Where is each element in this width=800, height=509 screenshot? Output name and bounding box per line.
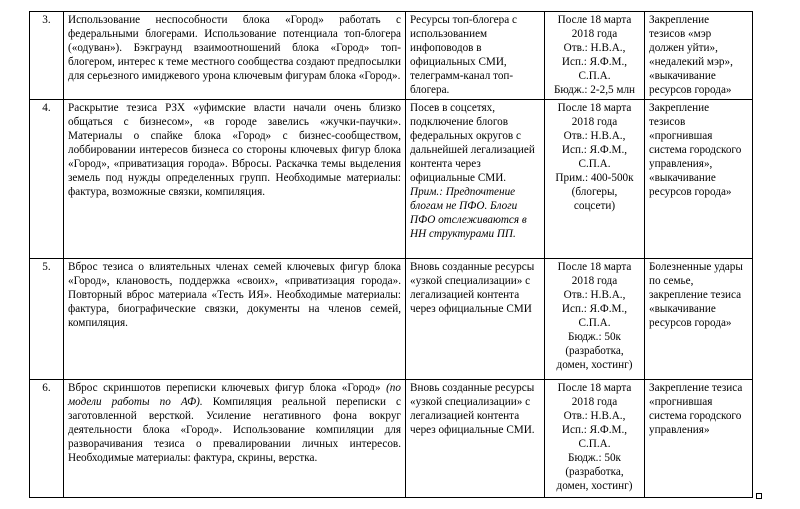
timing-line: домен, хостинг)	[556, 480, 633, 492]
timing-line: Отв.: Н.В.А.,	[563, 289, 626, 301]
row-timing	[545, 380, 645, 498]
timing-line: После 18 марта	[557, 261, 632, 273]
row-number: 5.	[30, 259, 64, 380]
timing-line: Исп.: Я.Ф.М.,	[561, 303, 628, 315]
row-description	[64, 380, 406, 498]
row-number: 4.	[30, 100, 64, 259]
resources-note: Прим.: Предпочтение блогам не ПФО. Блоги ПФО отслеживаются в НН структурами ПП.	[410, 186, 527, 240]
timing-line: (разработка,	[565, 345, 624, 357]
table-row	[30, 12, 753, 100]
row-timing	[545, 100, 645, 259]
resources-text: Посев в соцсетях, подключение блогов федеральных округов с дальнейшей легализацией контента через официальные СМИ.	[410, 102, 535, 184]
row-description: Использование неспособности блока «Город» работать с федеральными блогерами. Использование потенциала топ-блогера («одуван»). Бэкграунд взаимоотношений блока «Город» топ-блогером, интерес к теме местного сообщества создают предпосылки для серьезного имиджевого урона ключевым фигурам блока «Город».	[64, 12, 406, 100]
row-description: Раскрытие тезиса РЗХ «уфимские власти начали очень близко общаться с бизнесом», «в городе завелись «жучки-паучки». Материалы о спайке блока «Город» с бизнес-сообществом, лоббировании интересов бизнеса со стороны ключевых фигур блока «Город», «приватизация города». Вбросы. Раскачка темы выделения земель под нужды определенных групп. Необходимые материалы: фактура, возможные связки, компиляция.	[64, 100, 406, 259]
timing-line: Исп.: Я.Ф.М.,	[561, 144, 628, 156]
timing-line: Отв.: Н.В.А.,	[563, 410, 626, 422]
timing-line: С.П.А.	[578, 438, 611, 450]
timing-line: 2018 года	[571, 275, 618, 287]
description-text: Вброс скриншотов переписки ключевых фигур блока «Город»	[68, 382, 381, 394]
timing-line: После 18 марта	[557, 382, 632, 394]
timing-line: После 18 марта	[557, 102, 632, 114]
timing-line: Исп.: Я.Ф.М.,	[561, 424, 628, 436]
row-goal: Закрепление тезисов «прогнившая система городского управления», «выкачивание ресурсов города»	[645, 100, 753, 259]
description-italic: (по модели работы по АФ).	[68, 382, 401, 408]
row-timing	[545, 259, 645, 380]
timing-line: С.П.А.	[578, 317, 611, 329]
timing-line: Отв.: Н.В.А.,	[563, 42, 626, 54]
table-row	[30, 380, 753, 498]
row-description: Вброс тезиса о влиятельных членах семей ключевых фигур блока «Город», клановость, поддержка «своих», «приватизация города». Повторный вброс материала «Тесть ИЯ». Необходимые материалы: фактура, биографические связки, документы на членов семей, компиляция.	[64, 259, 406, 380]
timing-line: (разработка,	[565, 466, 624, 478]
timing-line: соцсети)	[573, 200, 616, 212]
timing-line: С.П.А.	[578, 158, 611, 170]
table-end-marker	[756, 493, 762, 499]
row-number: 6.	[30, 380, 64, 498]
row-goal: Закрепление тезисов «мэр должен уйти», «недалекий мэр», «выкачивание ресурсов города»	[645, 12, 753, 100]
row-resources: Вновь созданные ресурсы «узкой специализации» с легализацией контента через официальные СМИ	[406, 259, 545, 380]
row-number: 3.	[30, 12, 64, 100]
plan-table	[29, 11, 753, 498]
timing-line: Исп.: Я.Ф.М.,	[561, 56, 628, 68]
timing-line: 2018 года	[571, 116, 618, 128]
description-text: Компиляция реальной переписки с заготовленной версткой. Усиление негативного фона вокруг деятельности блока «Город». Использование компиляции для разворачивания тезиса о превалировании личных интересов. Необходимые материалы: фактура, скрины, верстка.	[68, 396, 401, 464]
timing-line: Бюдж.: 50к	[568, 452, 621, 464]
timing-line: домен, хостинг)	[556, 359, 633, 371]
table-row	[30, 259, 753, 380]
timing-line: Бюдж.: 2-2,5 млн	[553, 84, 636, 96]
timing-line: 2018 года	[571, 28, 618, 40]
timing-line: 2018 года	[571, 396, 618, 408]
table-row	[30, 100, 753, 259]
timing-line: (блогеры,	[571, 186, 618, 198]
row-resources	[406, 100, 545, 259]
row-resources: Ресурсы топ-блогера с использованием инфоповодов в официальных СМИ, телеграмм-канал топ-блогера.	[406, 12, 545, 100]
timing-line: После 18 марта	[557, 14, 632, 26]
row-goal: Болезненные удары по семье, закрепление тезиса «выкачивание ресурсов города»	[645, 259, 753, 380]
timing-line: Отв.: Н.В.А.,	[563, 130, 626, 142]
timing-line: Бюдж.: 50к	[568, 331, 621, 343]
row-timing	[545, 12, 645, 100]
row-resources: Вновь созданные ресурсы «узкой специализации» с легализацией контента через официальные СМИ.	[406, 380, 545, 498]
row-goal: Закрепление тезиса «прогнившая система городского управления»	[645, 380, 753, 498]
timing-line: Прим.: 400-500к	[555, 172, 634, 184]
timing-line: С.П.А.	[578, 70, 611, 82]
